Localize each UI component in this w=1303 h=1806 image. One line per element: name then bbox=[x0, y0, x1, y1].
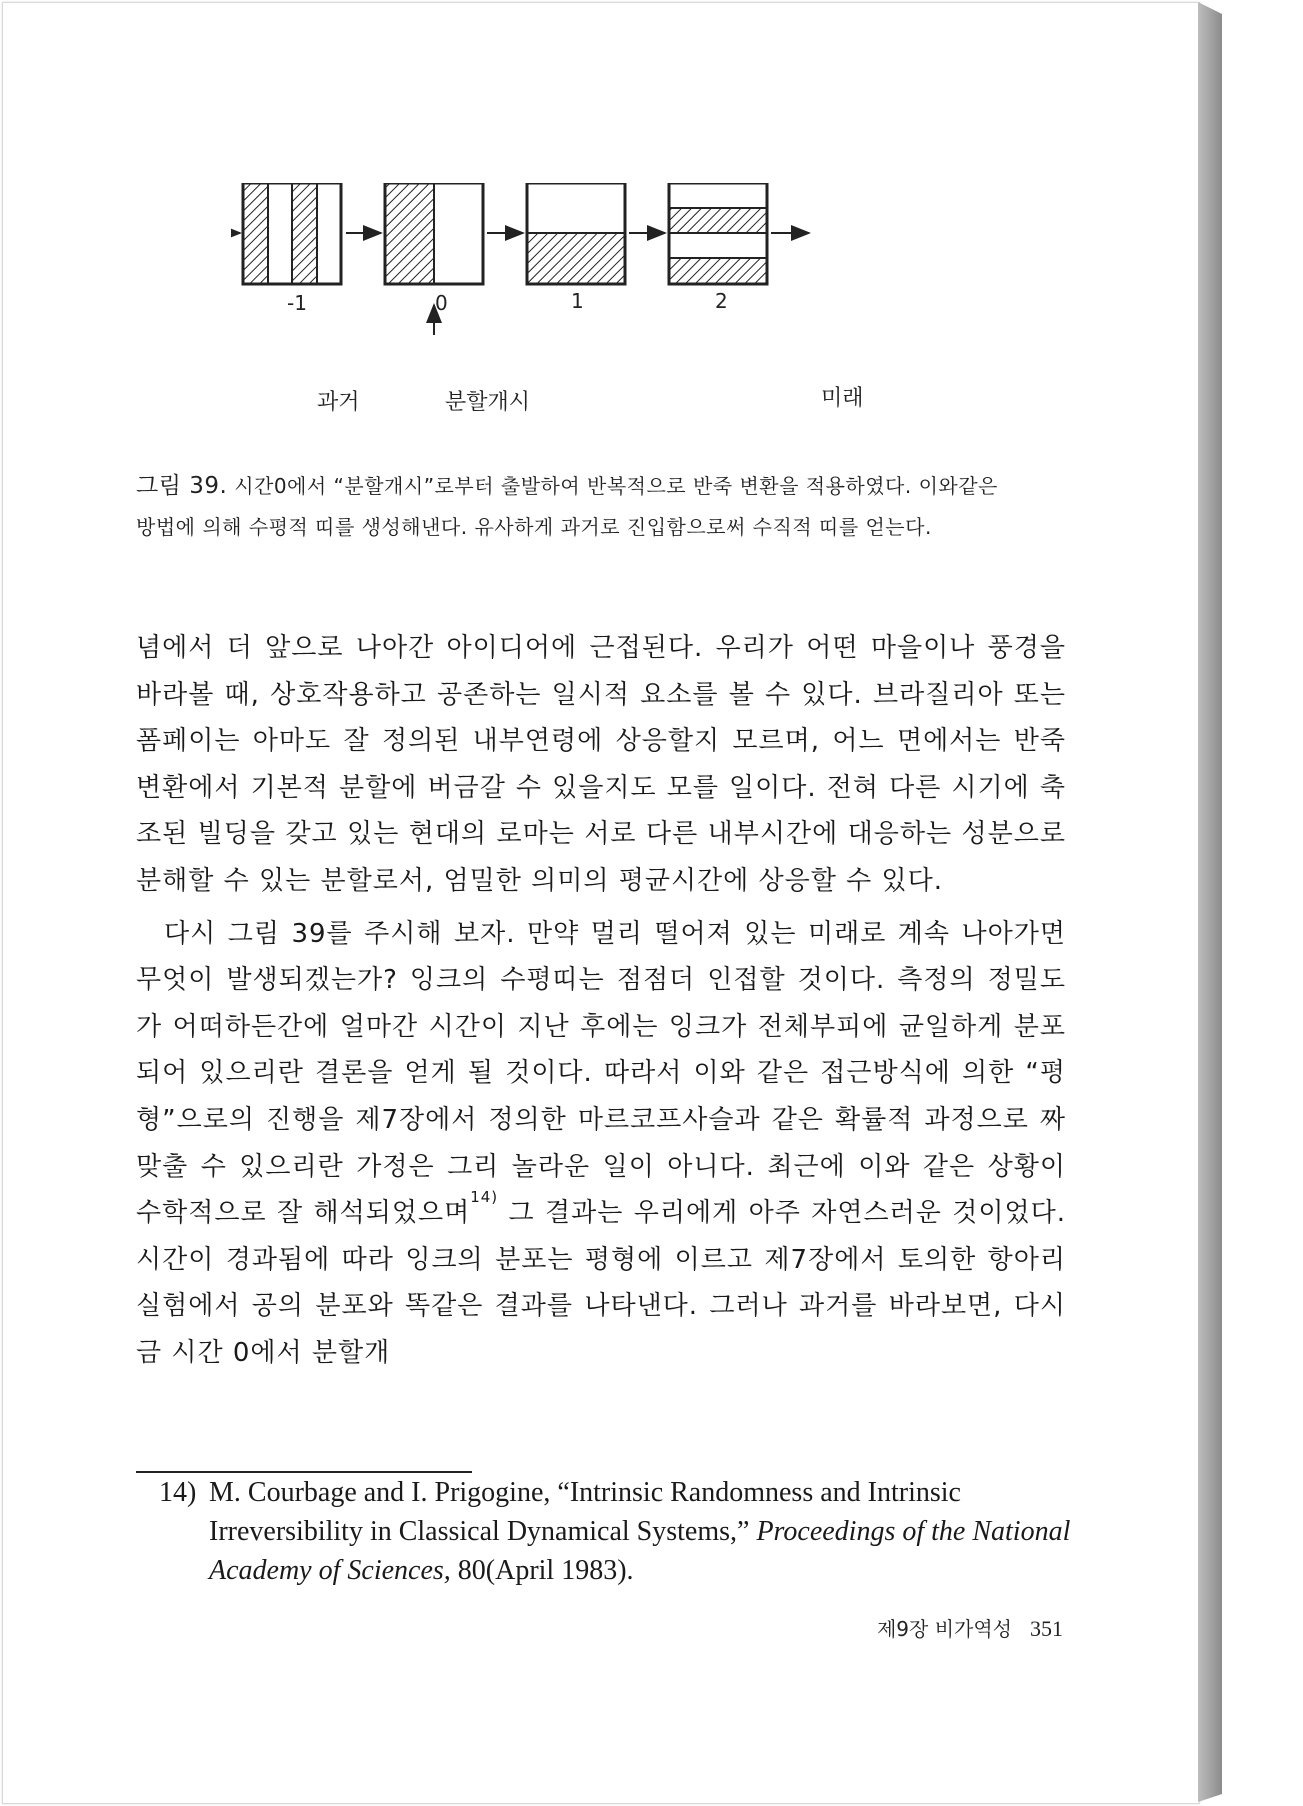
footnote-number: 14) bbox=[159, 1477, 197, 1508]
figure-caption bbox=[136, 466, 1016, 548]
footnote-14 bbox=[159, 1473, 1071, 1590]
tick-2: 2 bbox=[715, 289, 728, 313]
footnote-details: 80(April 1983). bbox=[457, 1555, 634, 1586]
caption-text: 시간0에서 “분할개시”로부터 출발하여 반복적으로 반죽 변환을 적용하였다. 이와같은 방법에 의해 수평적 띠를 생성해낸다. 유사하게 과거로 진입함으로써 수직적 띠를 얻는다. bbox=[136, 474, 998, 539]
paragraph-2-part-1: 다시 그림 39를 주시해 보자. 만약 멀리 떨어져 있는 미래로 계속 나아가면 무엇이 발생되겠는가? 잉크의 수평띠는 점점더 인접할 것이다. 측정의 정밀도가 어떠하든간에 얼마간 시간이 지난 후에는 잉크가 전체부피에 균일하게 분포되어 있으리란 결론을 얻게 될 것이다. 따라서 이와 같은 접근방식에 의한 “평형”으로의 진행을 제7장에서 정의한 마르코프사슬과 같은 확률적 과정으로 짜맞출 수 있으리란 가정은 그리 놀라운 일이 아니다. 최근에 이와 같은 상황이 수학적으로 잘 해석되었으며 bbox=[136, 918, 1066, 1229]
paragraph-2-part-2: 그 결과는 우리에게 아주 자연스러운 것이었다. 시간이 경과됨에 따라 잉크의 분포는 평형에 이르고 제7장에서 토의한 항아리 실험에서 공의 분포와 똑같은 결과를 나타낸다. 그러나 과거를 바라보면, 다시금 시간 0에서 분할개 bbox=[136, 1198, 1066, 1368]
page-number: 351 bbox=[1030, 1616, 1063, 1641]
paragraph-1: 념에서 더 앞으로 나아간 아이디어에 근접된다. 우리가 어떤 마을이나 풍경을 바라볼 때, 상호작용하고 공존하는 일시적 요소를 볼 수 있다. 브라질리아 또는 폼페이는 아마도 잘 정의된 내부연령에 상응할지 모르며, 어느 면에서는 반죽 변환에서 기본적 분할에 버금갈 수 있을지도 모를 일이다. 전혀 다른 시기에 축조된 빌딩을 갖고 있는 현대의 로마는 서로 다른 내부시간에 대응하는 성분으로 분해할 수 있는 분할로서, 엄밀한 의미의 평균시간에 상응할 수 있다. bbox=[136, 633, 1066, 896]
tick-0: 0 bbox=[435, 291, 448, 315]
page-edge-shadow bbox=[1198, 2, 1222, 1802]
box-past bbox=[243, 183, 341, 284]
box-start bbox=[385, 183, 483, 284]
book-page bbox=[2, 2, 1200, 1804]
label-start: 분할개시 bbox=[445, 390, 531, 415]
caption-number: 그림 39. bbox=[136, 473, 228, 499]
label-past: 과거 bbox=[317, 390, 360, 415]
running-footer bbox=[813, 1613, 1063, 1642]
box-step-1 bbox=[527, 183, 625, 284]
footnote-citation: M. Courbage and I. Prigogine, “Intrinsic Randomness and Intrinsic Irreversibility in Classical Dynamical Systems,” bbox=[209, 1477, 961, 1547]
chapter-title: 제9장 비가역성 bbox=[876, 1617, 1012, 1641]
label-future: 미래 bbox=[821, 386, 864, 411]
tick-minus-1: -1 bbox=[287, 291, 307, 315]
footnote-reference[interactable]: 14) bbox=[470, 1188, 499, 1207]
body-text bbox=[136, 625, 1066, 1377]
figure-39 bbox=[231, 183, 951, 423]
tick-1: 1 bbox=[571, 289, 584, 313]
footnote-journal: Proceedings of the National Academy of Sciences, bbox=[209, 1516, 1071, 1586]
paragraph-2 bbox=[136, 911, 1066, 1377]
box-future bbox=[669, 183, 767, 284]
